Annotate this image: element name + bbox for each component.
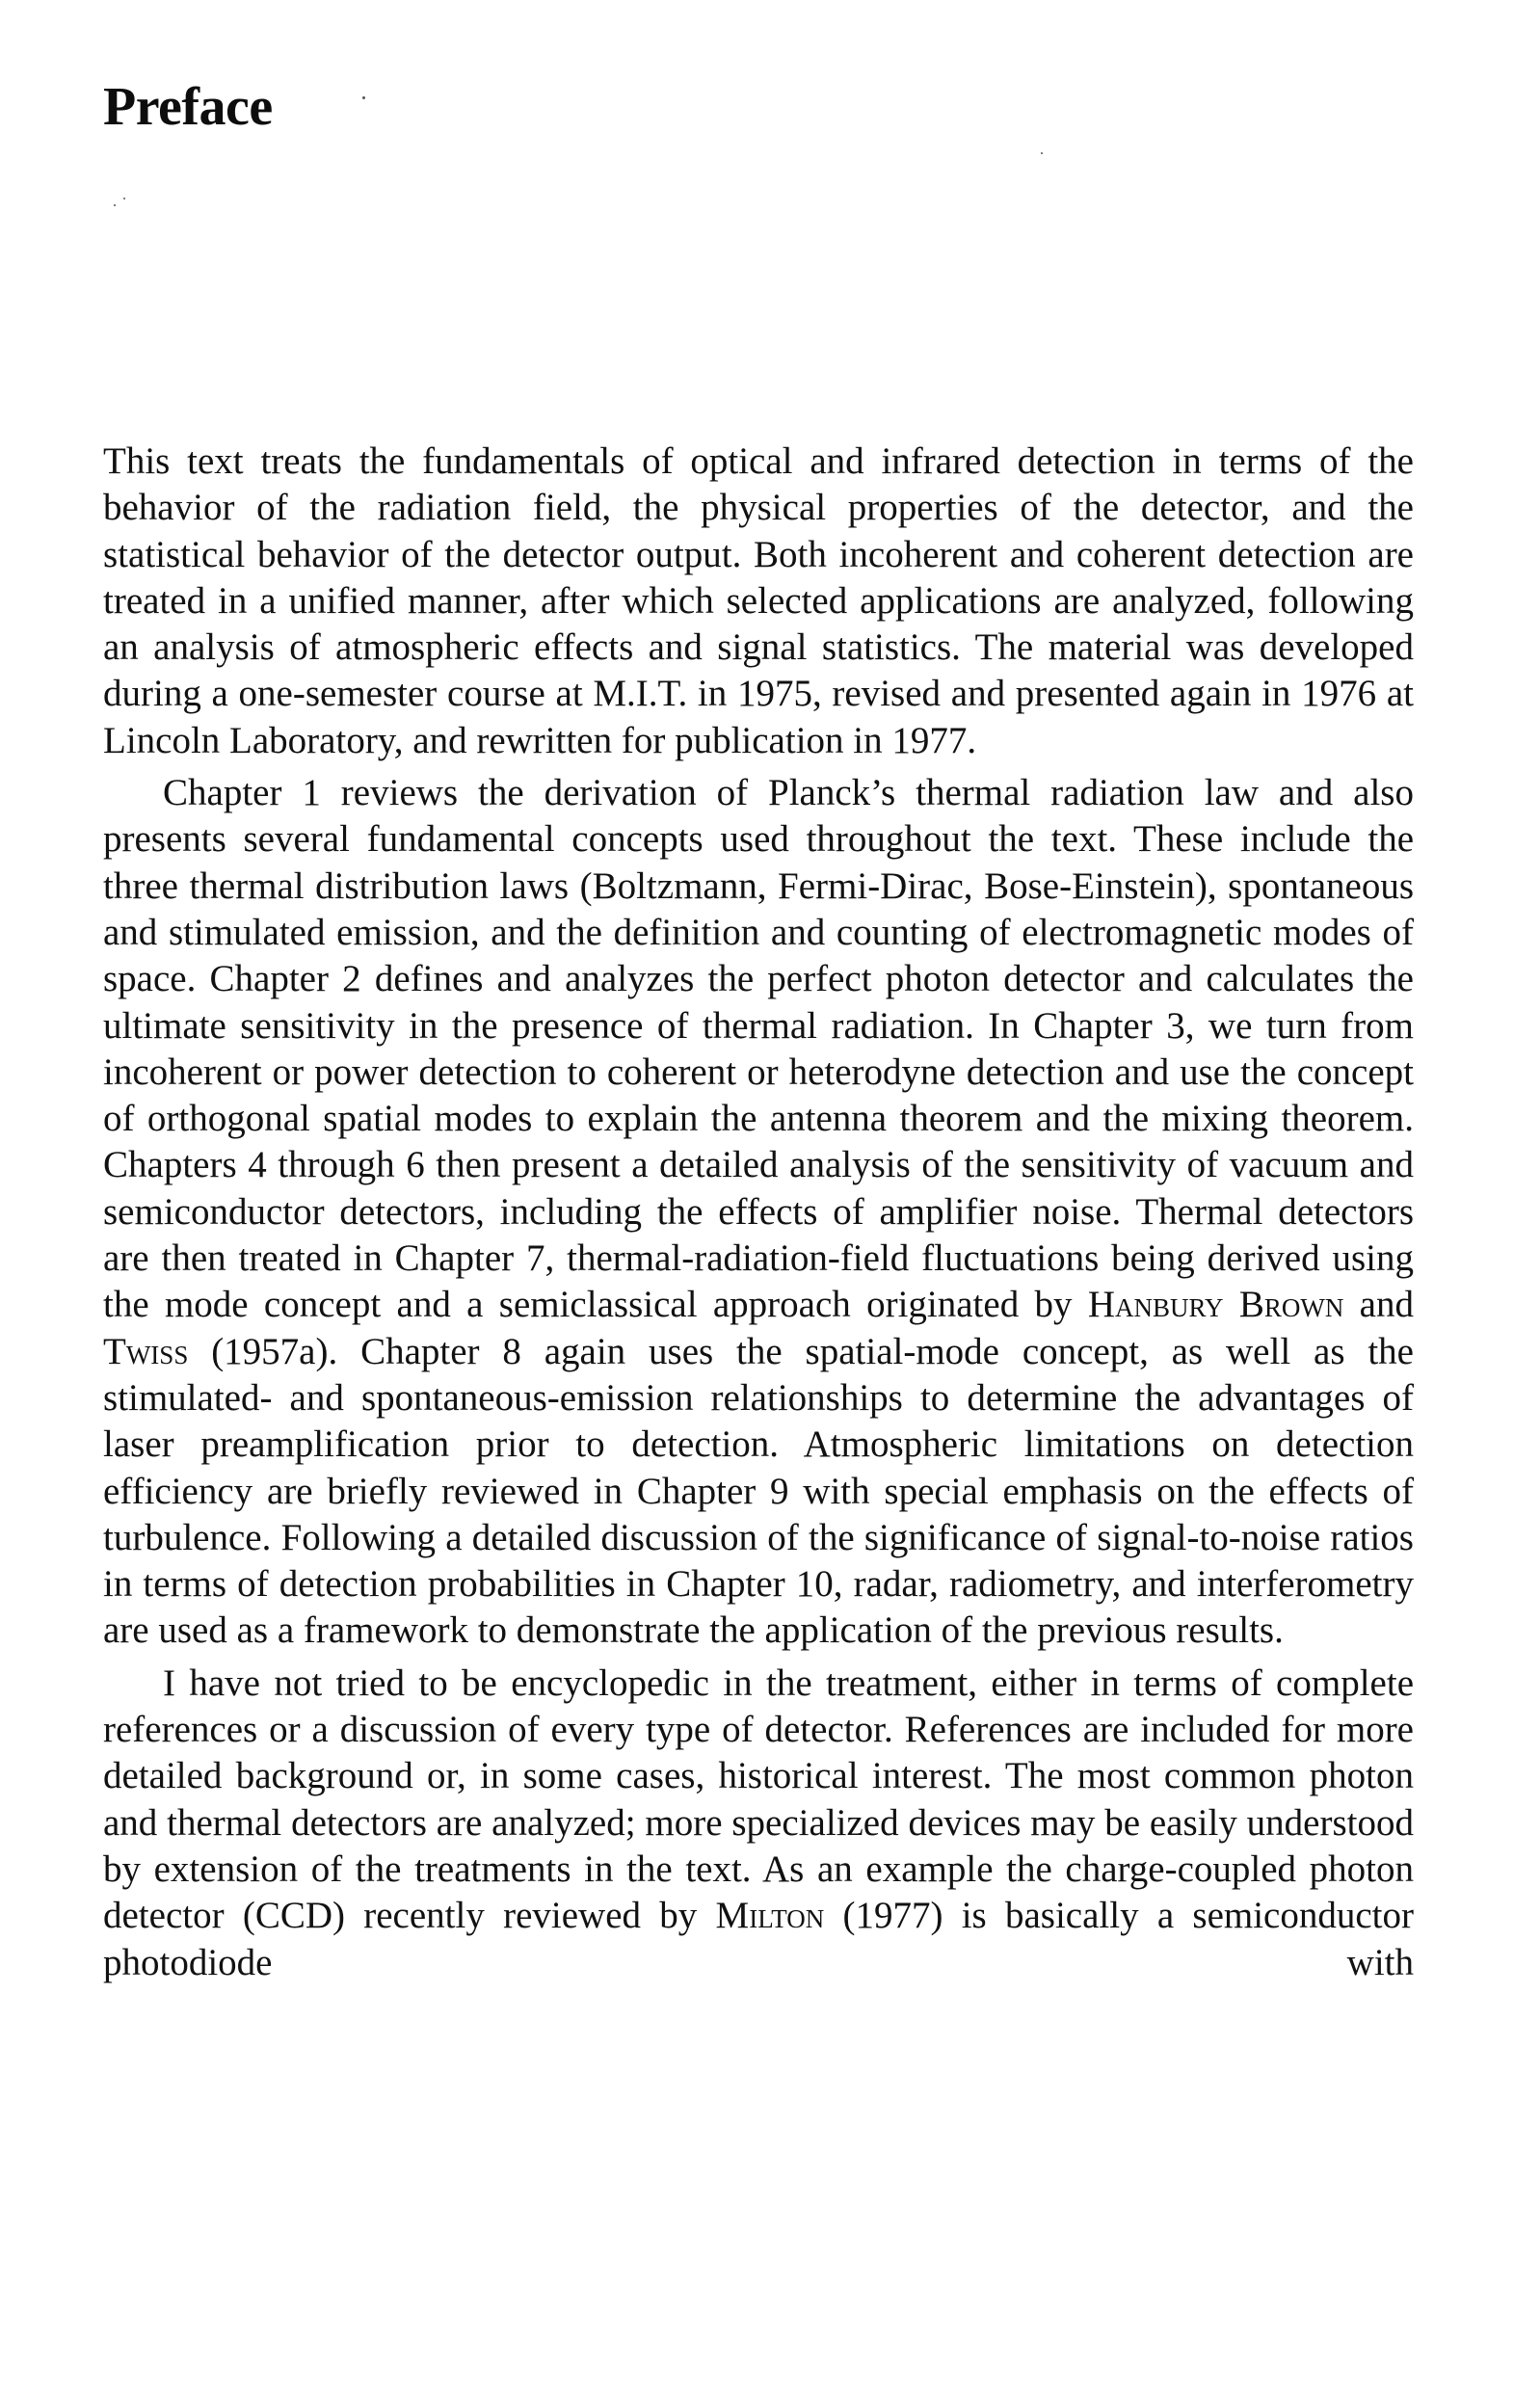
- print-speck: [362, 96, 365, 99]
- author-name: Hanbury Brown: [1087, 1284, 1344, 1326]
- paragraph-scope: [103, 1661, 1414, 1986]
- author-name: Twiss: [103, 1330, 189, 1372]
- paragraph-intro: [103, 439, 1414, 764]
- page-title: Preface: [103, 77, 273, 137]
- paragraph-chapter-overview: [103, 770, 1414, 1655]
- paragraph-text: Chapter 1 reviews the derivation of Planck’s thermal radiation law and also presents several fundamental concepts used throughout the text. These include the three thermal distribution laws (Boltzmann, Fermi-Dirac, Bose-Einstein), spontaneous and stimulated emission, and the definition and counting of electromagnetic modes of space. Chapter 2 defines and analyzes the perfect photon detector and calculates the ultimate sensitivity in the presence of thermal radiation. In Chapter 3, we turn from incoherent or power detection to coherent or heterodyne detection and use the concept of orthogonal spatial modes to explain the antenna theorem and the mixing theorem. Chapters 4 through 6 then present a detailed analysis of the sensitivity of vacuum and semiconductor detectors, including the effects of amplifier noise. Thermal detectors are then treated in Chapter 7, thermal-radiation-field fluctuations being derived using the mode concept and a semiclassical approach originated by: [103, 772, 1414, 1326]
- print-speck: [123, 198, 125, 199]
- paragraph-text: and: [1343, 1284, 1414, 1326]
- print-speck: [1041, 152, 1043, 154]
- preface-body: [103, 439, 1414, 1986]
- print-speck: [114, 204, 116, 206]
- paragraph-text: I have not tried to be encyclopedic in the treatment, either in terms of complete references or a discussion of every type of detector. References are included for more detailed background or, in some cases, historical interest. The most common photon and thermal detectors are analyzed; more specialized devices may be easily understood by extension of the treatments in the text. As an example the charge-coupled photon detector (CCD) recently reviewed by: [103, 1661, 1414, 1937]
- paragraph-text: (1957a). Chapter 8 again uses the spatial-mode concept, as well as the stimulated- and spontaneous-emission relationships to determine the advantages of laser preamplification prior to detection. Atmospheric limitations on detection efficiency are briefly reviewed in Chapter 9 with special emphasis on the effects of turbulence. Following a detailed discussion of the significance of signal-to-noise ratios in terms of detection probabilities in Chapter 10, radar, radiometry, and interferometry are used as a framework to demonstrate the application of the previous results.: [103, 1330, 1414, 1652]
- paragraph-text: (1977) is basically a semiconductor photodiode with: [103, 1895, 1414, 1983]
- author-name: Milton: [715, 1895, 825, 1937]
- paragraph-text: This text treats the fundamentals of optical and infrared detection in terms of the behavior of the radiation field, the physical properties of the detector, and the statistical behavior of the detector output. Both incoherent and coherent detection are treated in a unified manner, after which selected applications are analyzed, following an analysis of atmospheric effects and signal statistics. The material was developed during a one-semester course at M.I.T. in 1975, revised and presented again in 1976 at Lincoln Laboratory, and rewritten for publication in 1977.: [103, 440, 1414, 761]
